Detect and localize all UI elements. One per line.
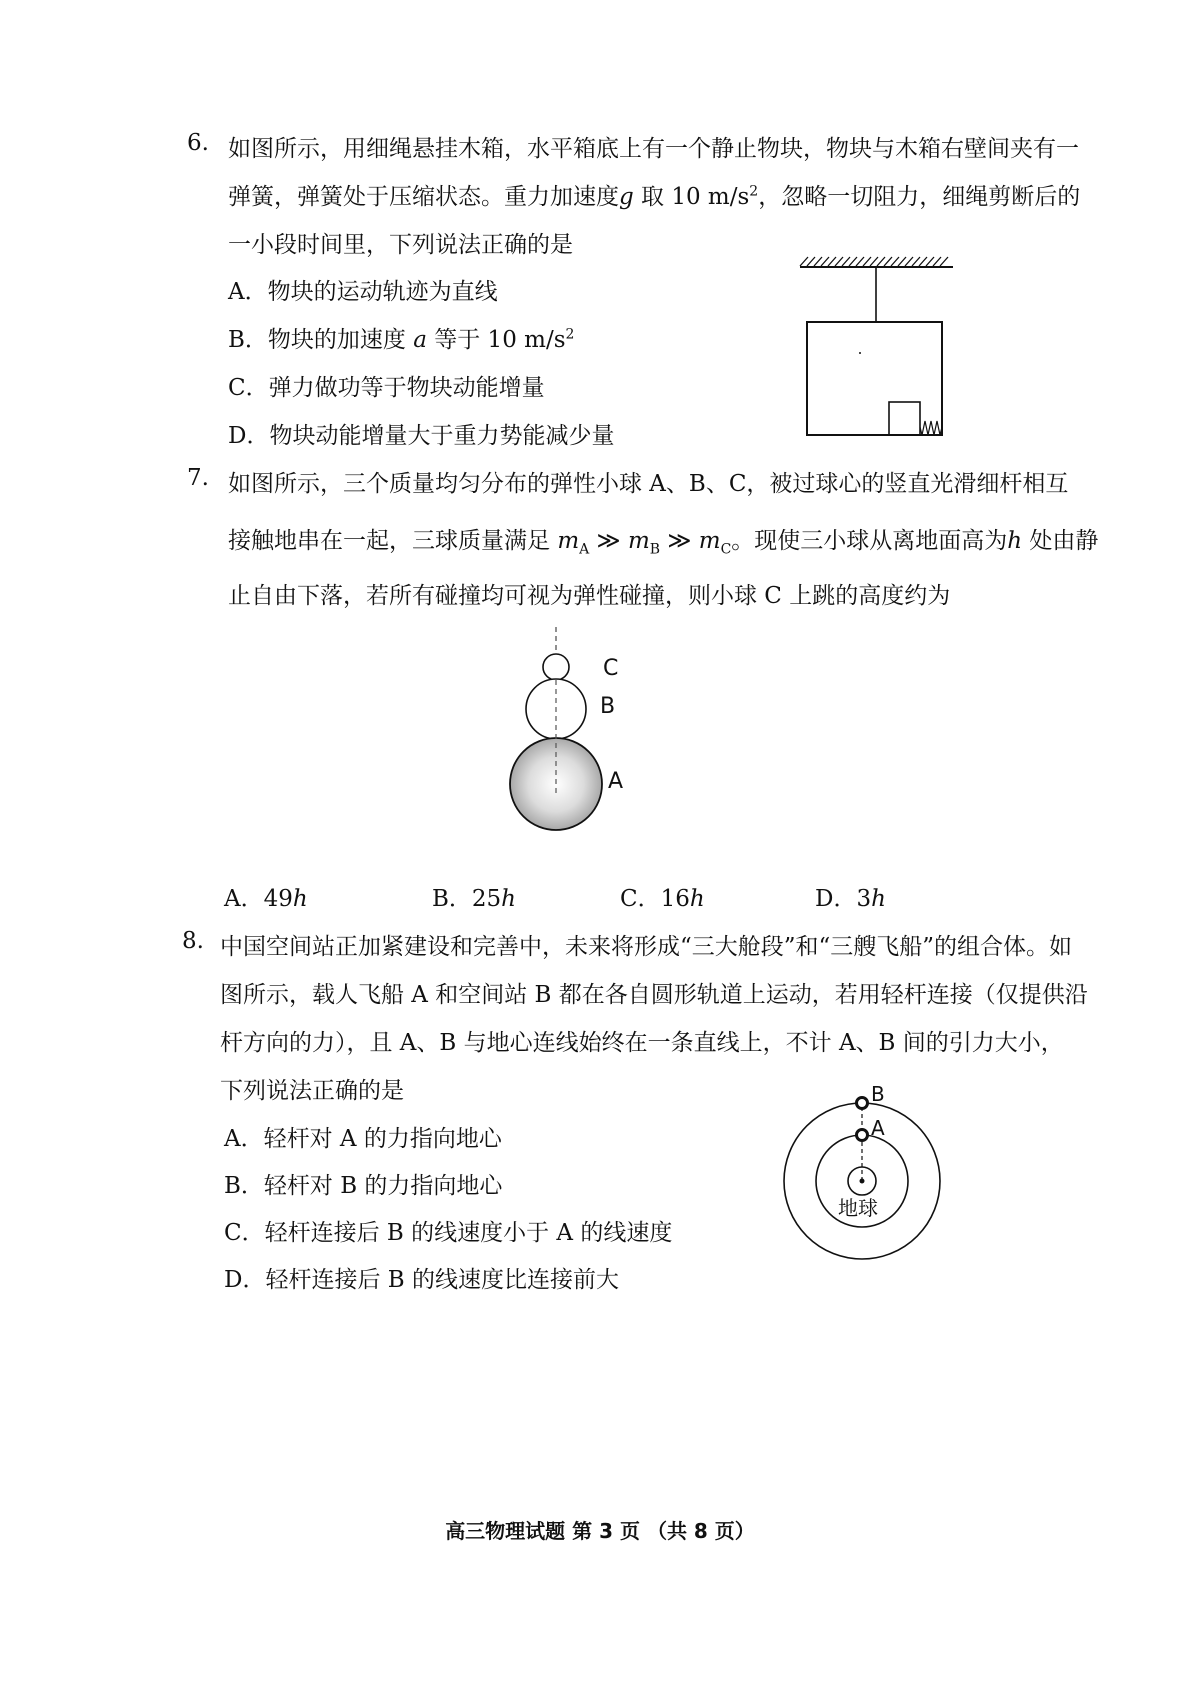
station-b bbox=[857, 1098, 868, 1109]
ceiling-hatching bbox=[800, 257, 948, 266]
question-stem-line: 中国空间站正加紧建设和完善中，未来将形成“三大舱段”和“三艘飞船”的组合体。如 bbox=[220, 934, 1073, 960]
question-stem-line: 弹簧，弹簧处于压缩状态。重力加速度g 取 10 $m/s^2$，忽略一切阻力，细绳剪断后的 bbox=[228, 183, 1081, 210]
question-number: 8. bbox=[182, 928, 204, 954]
option-a[interactable]: A．物块的运动轨迹为直线 bbox=[228, 279, 498, 305]
label-a: A bbox=[871, 1116, 885, 1140]
option-a[interactable]: A．49h bbox=[224, 886, 308, 912]
page-footer: 高三物理试题 第 3 页 （共 8 页） bbox=[445, 1519, 755, 1543]
label-b: B bbox=[600, 694, 616, 719]
question-stem-line: 如图所示，用细绳悬挂木箱，水平箱底上有一个静止物块，物块与木箱右壁间夹有一 bbox=[228, 136, 1079, 162]
option-b[interactable]: B．轻杆对 B 的力指向地心 bbox=[224, 1173, 503, 1199]
option-d[interactable]: D．轻杆连接后 B 的线速度比连接前大 bbox=[224, 1267, 619, 1293]
label-c: C bbox=[603, 656, 619, 681]
question-stem-line: 一小段时间里，下列说法正确的是 bbox=[228, 232, 573, 258]
question-stem-line: 止自由下落，若所有碰撞均可视为弹性碰撞，则小球 C 上跳的高度约为 bbox=[228, 583, 951, 609]
question-stem-line: 下列说法正确的是 bbox=[220, 1078, 404, 1104]
option-b[interactable]: B．25h bbox=[432, 886, 516, 912]
earth-label: 地球 bbox=[838, 1196, 878, 1220]
block bbox=[889, 402, 920, 435]
option-a[interactable]: A．轻杆对 A 的力指向地心 bbox=[224, 1126, 502, 1152]
option-b[interactable]: B．物块的加速度 a 等于 10 $m/s^2$ bbox=[228, 326, 575, 353]
question-number: 7. bbox=[187, 465, 209, 491]
ball-c bbox=[543, 654, 569, 680]
question-number: 6. bbox=[187, 130, 209, 156]
question-stem-line: 接触地串在一起，三球质量满足 $m_A$ ≫ $m_B$ ≫ $m_C$。现使三小球从离地面高为h 处由静 bbox=[228, 528, 1099, 558]
spring bbox=[920, 421, 942, 435]
option-d[interactable]: D．3h bbox=[815, 886, 886, 912]
question-stem-line: 如图所示，三个质量均匀分布的弹性小球 A、B、C，被过球心的竖直光滑细杆相互 bbox=[228, 471, 1069, 497]
hanging-box-diagram bbox=[795, 255, 965, 445]
ship-a bbox=[857, 1130, 868, 1141]
option-c[interactable]: C．弹力做功等于物块动能增量 bbox=[228, 375, 545, 401]
option-c[interactable]: C．16h bbox=[620, 886, 705, 912]
wooden-box bbox=[807, 322, 942, 435]
label-a: A bbox=[608, 769, 624, 794]
label-b: B bbox=[871, 1082, 885, 1106]
option-c[interactable]: C．轻杆连接后 B 的线速度小于 A 的线速度 bbox=[224, 1220, 673, 1246]
question-stem-line: 杆方向的力），且 A、B 与地心连线始终在一条直线上，不计 A、B 间的引力大小， bbox=[220, 1030, 1064, 1056]
option-d[interactable]: D．物块动能增量大于重力势能减少量 bbox=[228, 423, 615, 449]
orbit-diagram bbox=[775, 1075, 955, 1275]
question-stem-line: 图所示，载人飞船 A 和空间站 B 都在各自圆形轨道上运动，若用轻杆连接（仅提供沿 bbox=[220, 982, 1088, 1008]
stacked-balls-diagram bbox=[500, 625, 650, 840]
center-dot bbox=[859, 352, 861, 354]
